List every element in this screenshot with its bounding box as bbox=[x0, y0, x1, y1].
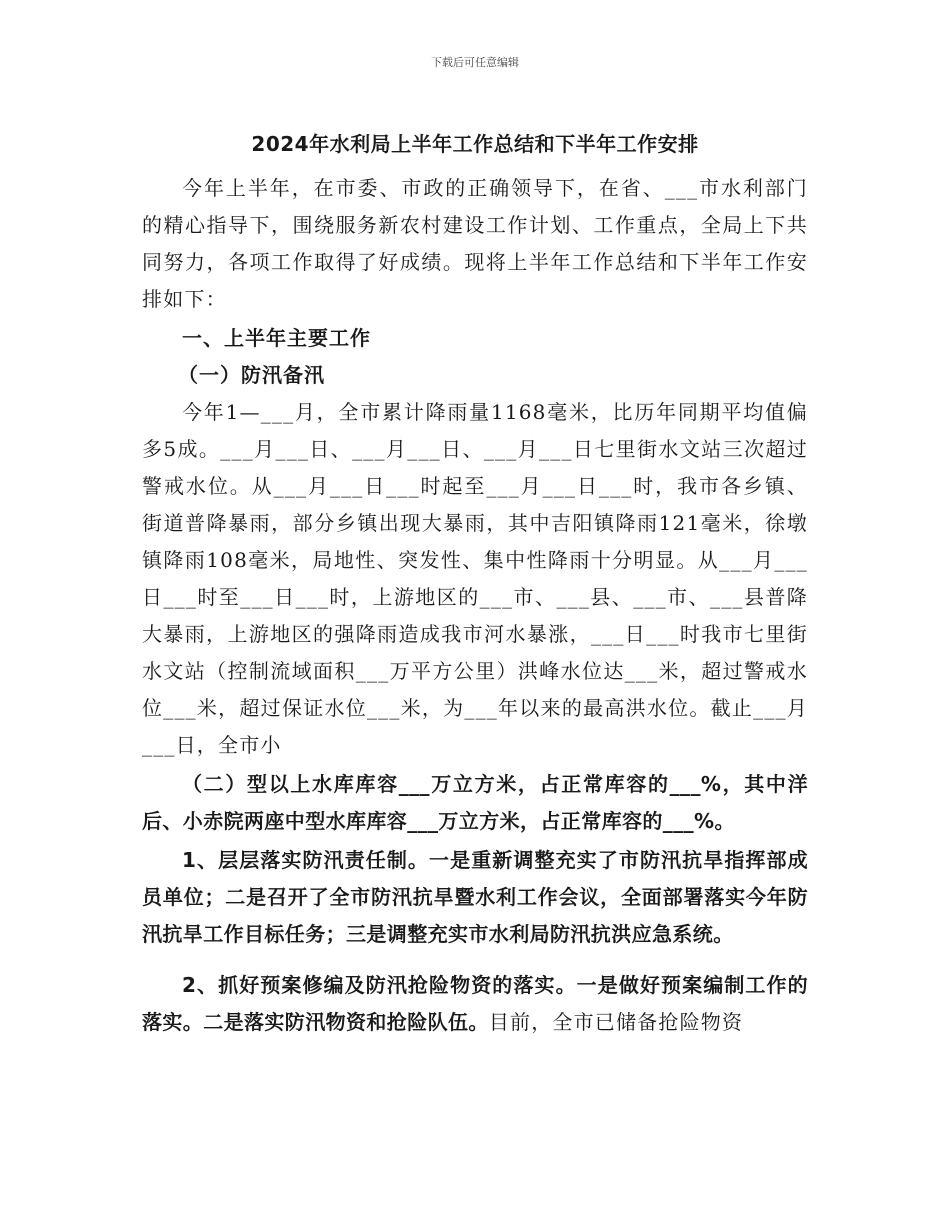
subsection-heading: （一）防汛备汛 bbox=[178, 363, 325, 387]
header-note: 下载后可任意编辑 bbox=[431, 56, 519, 69]
section-heading: 一、上半年主要工作 bbox=[182, 326, 371, 350]
document-body bbox=[142, 170, 808, 1041]
document-title: 2024年水利局上半年工作总结和下半年工作安排 bbox=[251, 132, 699, 156]
item2-rest-text: 目前，全市已储备抢险物资 bbox=[488, 1010, 744, 1034]
reservoir-paragraph: （二）型以上水库库容___万立方米，占正常库容的___%，其中洋后、小赤院两座中型水库库容___万立方米，占正常库容的___%。 bbox=[142, 772, 808, 833]
intro-paragraph: 今年上半年，在市委、市政的正确领导下，在省、___市水利部门的精心指导下，围绕服务新农村建设工作计划、工作重点，全局上下共同努力，各项工作取得了好成绩。现将上半年工作总结和下半年工作安排如下： bbox=[142, 176, 808, 311]
item2-paragraph bbox=[142, 967, 808, 1041]
rainfall-paragraph: 今年1—___月，全市累计降雨量1168毫米，比历年同期平均值偏多5成。___月___日、___月___日、___月___日七里街水文站三次超过警戒水位。从___月___日___时起至___月___日___时，我市各乡镇、街道普降暴雨，部分乡镇出现大暴雨，其中吉阳镇降雨121毫米，徐墩镇降雨108毫米，局地性、突发性、集中性降雨十分明显。从___月___日___时至___日___时，上游地区的___市、___县、___市、___县普降大暴雨，上游地区的强降雨造成我市河水暴涨，___日___时我市七里街水文站（控制流域面积___万平方公里）洪峰水位达___米，超过警戒水位___米，超过保证水位___米，为___年以来的最高洪水位。截止___月___日，全市小 bbox=[142, 400, 808, 757]
item2-bold-text: 2、抓好预案修编及防汛抢险物资的落实。一是做好预案编制工作的落实。二是落实防汛物资和抢险队伍。 bbox=[142, 973, 808, 1034]
item1-paragraph: 1、层层落实防汛责任制。一是重新调整充实了市防汛抗旱指挥部成员单位；二是召开了全市防汛抗旱暨水利工作会议，全面部署落实今年防汛抗旱工作目标任务；三是调整充实市水利局防汛抗洪应急系统。 bbox=[142, 848, 808, 946]
